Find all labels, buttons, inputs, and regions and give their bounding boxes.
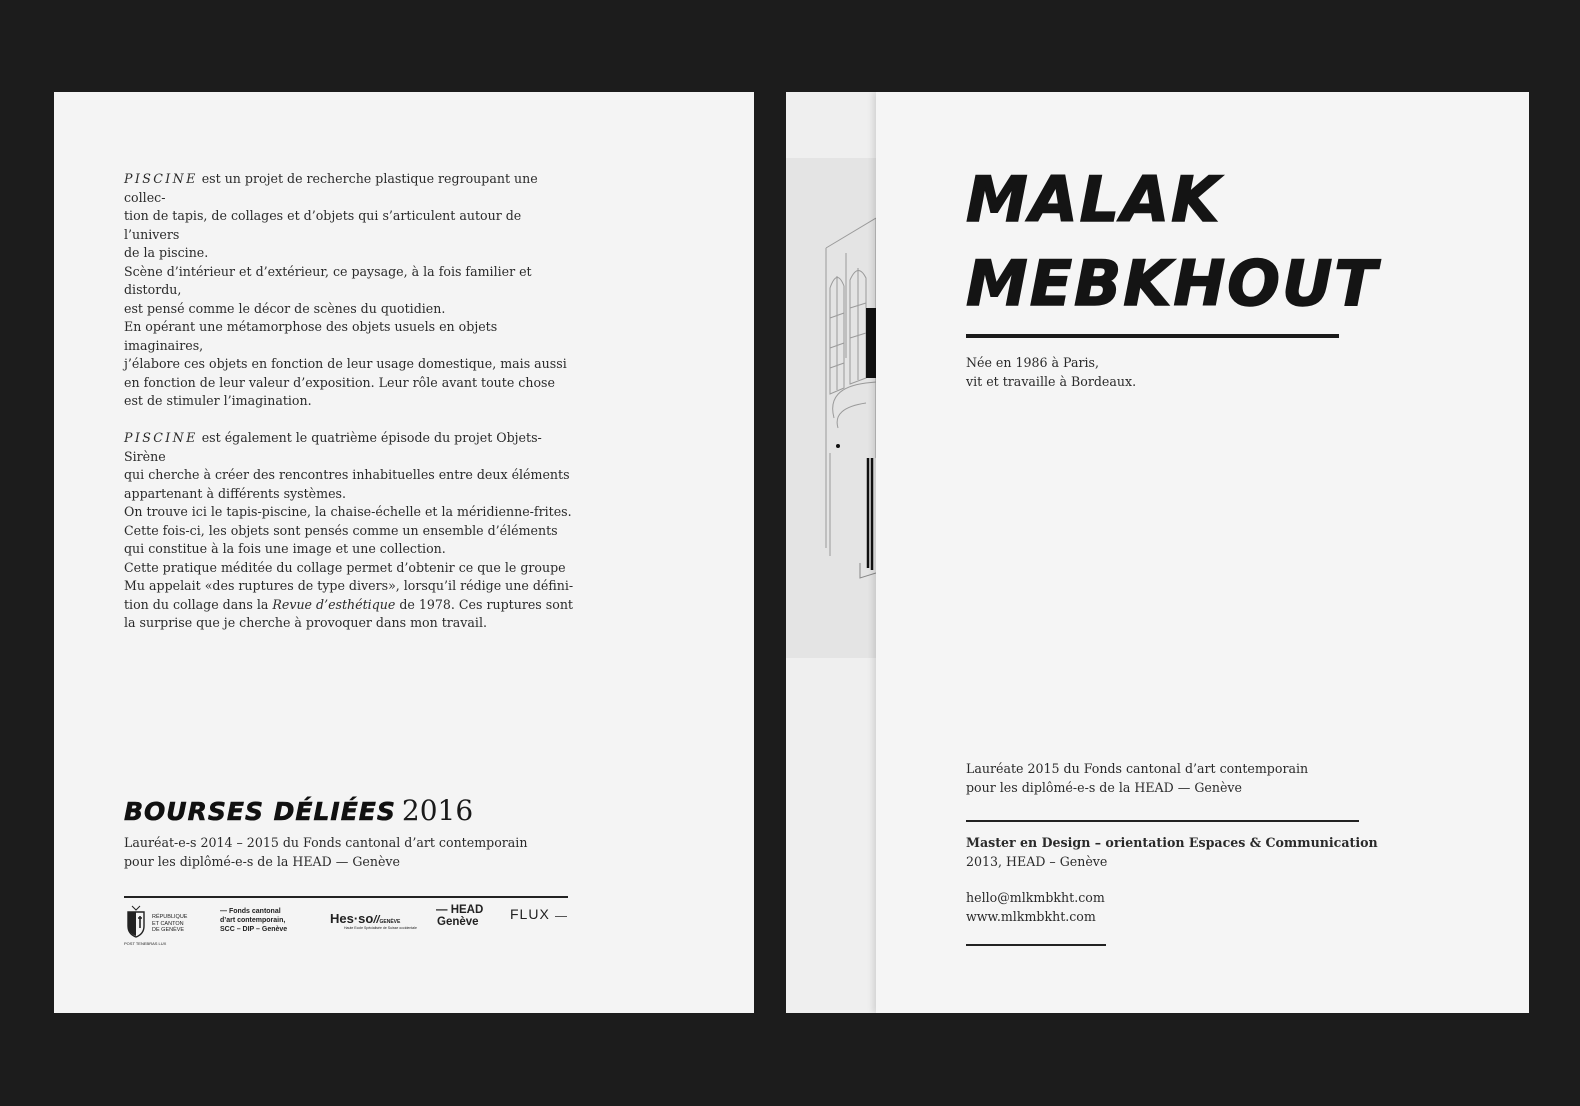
text-line: Master en Design – orientation Espaces & Communication — [966, 835, 1378, 850]
flux-logo — [510, 906, 567, 922]
contact-text — [966, 889, 1105, 926]
bourses-heading — [124, 796, 473, 827]
text-line: est pensé comme le décor de scènes du quotidien. — [124, 300, 446, 316]
text-line: en fonction de leur valeur d’exposition. Leur rôle avant toute chose — [124, 374, 555, 390]
geneve-crest-icon — [124, 904, 148, 938]
text-line: Née en 1986 à Paris, — [966, 355, 1099, 370]
text-line: de 1978. Ces ruptures sont — [399, 596, 573, 612]
text-line: Cette fois-ci, les objets sont pensés comme un ensemble d’éléments — [124, 522, 558, 538]
text-line: est également le quatrième épisode du projet Objets-Sirène — [124, 430, 542, 464]
text-line: j’élabore ces objets en fonction de leur usage domestique, mais aussi — [124, 356, 567, 371]
text-line: qui constitue à la fois une image et une collection. — [124, 541, 446, 556]
piscine-title: PISCINE — [124, 171, 198, 186]
underlying-page — [786, 92, 876, 1013]
project-description — [124, 170, 574, 633]
text-line: est de stimuler l’imagination. — [124, 393, 312, 408]
logo-text: Hes·so — [330, 911, 374, 926]
text-line: En opérant une métamorphose des objets usuels en objets imaginaires, — [124, 319, 498, 353]
bourses-title: BOURSES DÉLIÉES — [124, 797, 396, 826]
logo-text: SCC – DIP – Genève — [220, 926, 288, 933]
name-line: MEBKHOUT — [966, 247, 1379, 320]
text-line: Scène d’intérieur et d’extérieur, ce paysage, à la fois familier et distordu, — [124, 263, 532, 297]
email-link[interactable]: hello@mlkmbkht.com — [966, 890, 1105, 905]
journal-title: Revue d’esthétique — [272, 596, 396, 612]
logo-text: — HEAD — [436, 904, 484, 916]
text-line: Lauréat-e-s 2014 – 2015 du Fonds cantonal d’art contemporain — [124, 835, 528, 850]
text-line: On trouve ici le tapis-piscine, la chaise-échelle et la méridienne-frites. — [124, 504, 572, 519]
text-line: pour les diplômé-e-s de la HEAD — Genève — [124, 853, 400, 869]
text-line: Lauréate 2015 du Fonds cantonal d’art contemporain — [966, 761, 1309, 776]
divider — [124, 896, 568, 898]
logo-text: FLUX — [510, 906, 550, 922]
text-line: pour les diplômé-e-s de la HEAD — Genève — [966, 779, 1242, 795]
logo-text: RÉPUBLIQUE — [152, 914, 188, 920]
text-line: de la piscine. — [124, 245, 209, 260]
paragraph-gap — [124, 411, 574, 430]
isometric-building-illustration — [786, 158, 876, 658]
text-line: est un projet de recherche plastique regroupant une collec- — [124, 171, 538, 205]
logo-text: DE GENÈVE — [152, 927, 185, 933]
left-page — [54, 92, 754, 1013]
logo-text: GENÈVE — [379, 919, 401, 925]
artist-name — [966, 158, 1379, 326]
laureate-text — [966, 760, 1308, 797]
text-line: appartenant à différents systèmes. — [124, 485, 346, 501]
logo-text: — Fonds cantonal — [220, 908, 281, 915]
text-line: tion du collage dans la — [124, 596, 269, 612]
front-page — [876, 92, 1529, 1013]
divider — [966, 944, 1106, 946]
logo-motto: POST TENEBRAS LUX — [124, 941, 167, 946]
text-line: vit et travaille à Bordeaux. — [966, 373, 1137, 389]
website-link[interactable]: www.mlkmbkht.com — [966, 908, 1096, 924]
divider — [966, 820, 1359, 822]
bio-text — [966, 354, 1136, 391]
piscine-title: PISCINE — [124, 430, 198, 445]
logo-subtext: Haute Ecole Spécialisée de Suisse occidentale — [344, 926, 417, 930]
name-line: MALAK — [966, 163, 1222, 236]
fonds-cantonal-logo — [220, 907, 287, 934]
logo-text: ET CANTON — [152, 920, 184, 927]
bourses-year: 2016 — [401, 794, 474, 827]
text-line: qui cherche à créer des rencontres inhabituelles entre deux éléments — [124, 467, 570, 482]
flux-underline — [555, 916, 567, 917]
name-underline — [966, 334, 1339, 338]
architecture-drawing — [786, 158, 876, 658]
laureats-text — [124, 834, 527, 871]
text-line: Cette pratique méditée du collage permet d’obtenir ce que le groupe — [124, 559, 566, 575]
text-line: la surprise que je cherche à provoquer dans mon travail. — [124, 615, 487, 630]
master-text — [966, 834, 1378, 871]
text-line: Mu appelait «des ruptures de type divers», lorsqu’il rédige une défini- — [124, 578, 574, 593]
text-line: tion de tapis, de collages et d’objets qui s’articulent autour de l’univers — [124, 208, 522, 242]
text-line: 2013, HEAD – Genève — [966, 853, 1108, 869]
head-geneve-logo — [436, 904, 483, 928]
logo-text: Genève — [437, 916, 479, 928]
right-page — [786, 92, 1529, 1013]
hes-so-logo — [330, 910, 417, 930]
slash-icon: // — [373, 914, 380, 926]
logo-text: d’art contemporain, — [220, 917, 286, 924]
